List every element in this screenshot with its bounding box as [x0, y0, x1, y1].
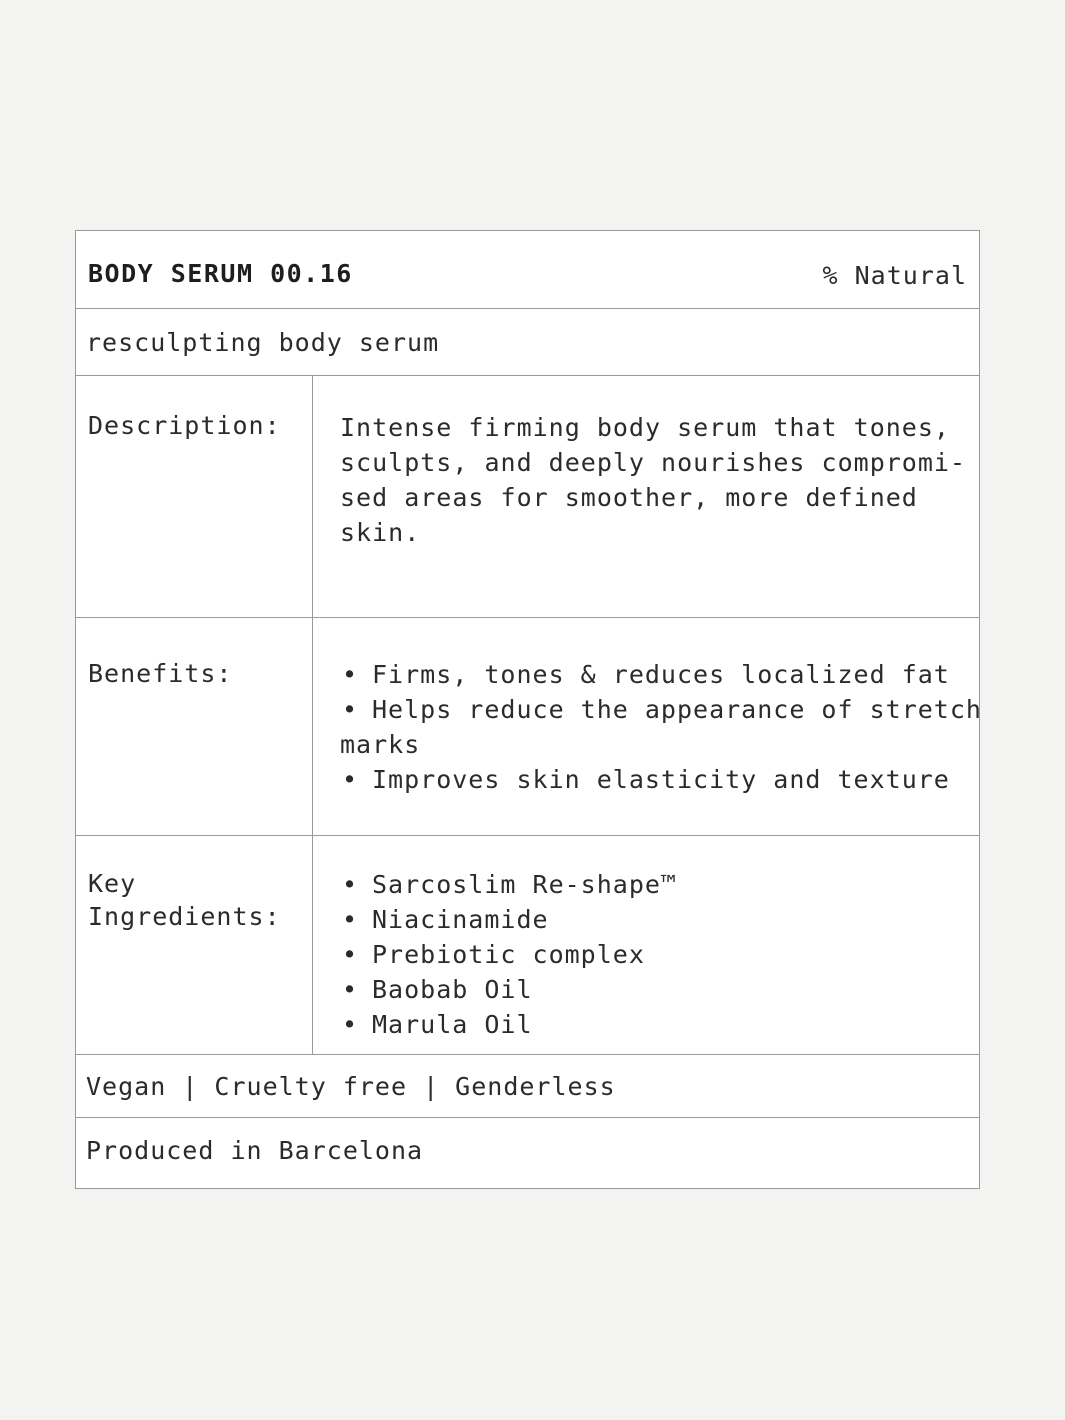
list-item: • Niacinamide — [340, 902, 677, 937]
column-divider — [312, 836, 313, 1054]
ingredients-list — [340, 867, 677, 1042]
subtitle-row — [76, 309, 979, 376]
list-item: • Sarcoslim Re-shape™ — [340, 867, 677, 902]
description-line: Intense firming body serum that tones, — [340, 413, 950, 442]
list-item: • Marula Oil — [340, 1007, 677, 1042]
natural-percentage-label: % Natural — [822, 261, 967, 290]
production-origin: Produced in Barcelona — [86, 1136, 424, 1165]
benefits-list — [340, 657, 982, 797]
list-item: • Firms, tones & reduces localized fat — [340, 657, 982, 692]
product-subtitle: resculpting body serum — [86, 328, 440, 357]
product-attributes: Vegan | Cruelty free | Genderless — [86, 1072, 616, 1101]
column-divider — [312, 618, 313, 835]
ingredients-row — [76, 836, 979, 1055]
header-row — [76, 231, 979, 309]
description-line: skin. — [340, 518, 421, 547]
product-name: BODY SERUM 00.16 — [88, 259, 353, 288]
list-item: • Prebiotic complex — [340, 937, 677, 972]
description-label: Description: — [88, 411, 281, 440]
list-item: • Baobab Oil — [340, 972, 677, 1007]
attributes-row — [76, 1055, 979, 1118]
product-label-card — [75, 230, 980, 1189]
description-row — [76, 376, 979, 618]
origin-row — [76, 1118, 979, 1188]
ingredients-label-line2: Ingredients: — [88, 902, 281, 931]
benefits-row — [76, 618, 982, 836]
benefits-label: Benefits: — [88, 659, 233, 688]
column-divider — [312, 376, 313, 617]
ingredients-label-line1: Key — [88, 869, 137, 898]
list-item-continuation: marks — [340, 730, 421, 759]
description-line: sculpts, and deeply nourishes compromi- — [340, 448, 966, 477]
list-item: • Improves skin elasticity and texture — [340, 762, 982, 797]
description-text — [340, 410, 966, 550]
list-item: • Helps reduce the appearance of stretch — [340, 692, 982, 727]
description-line: sed areas for smoother, more defined — [340, 483, 918, 512]
